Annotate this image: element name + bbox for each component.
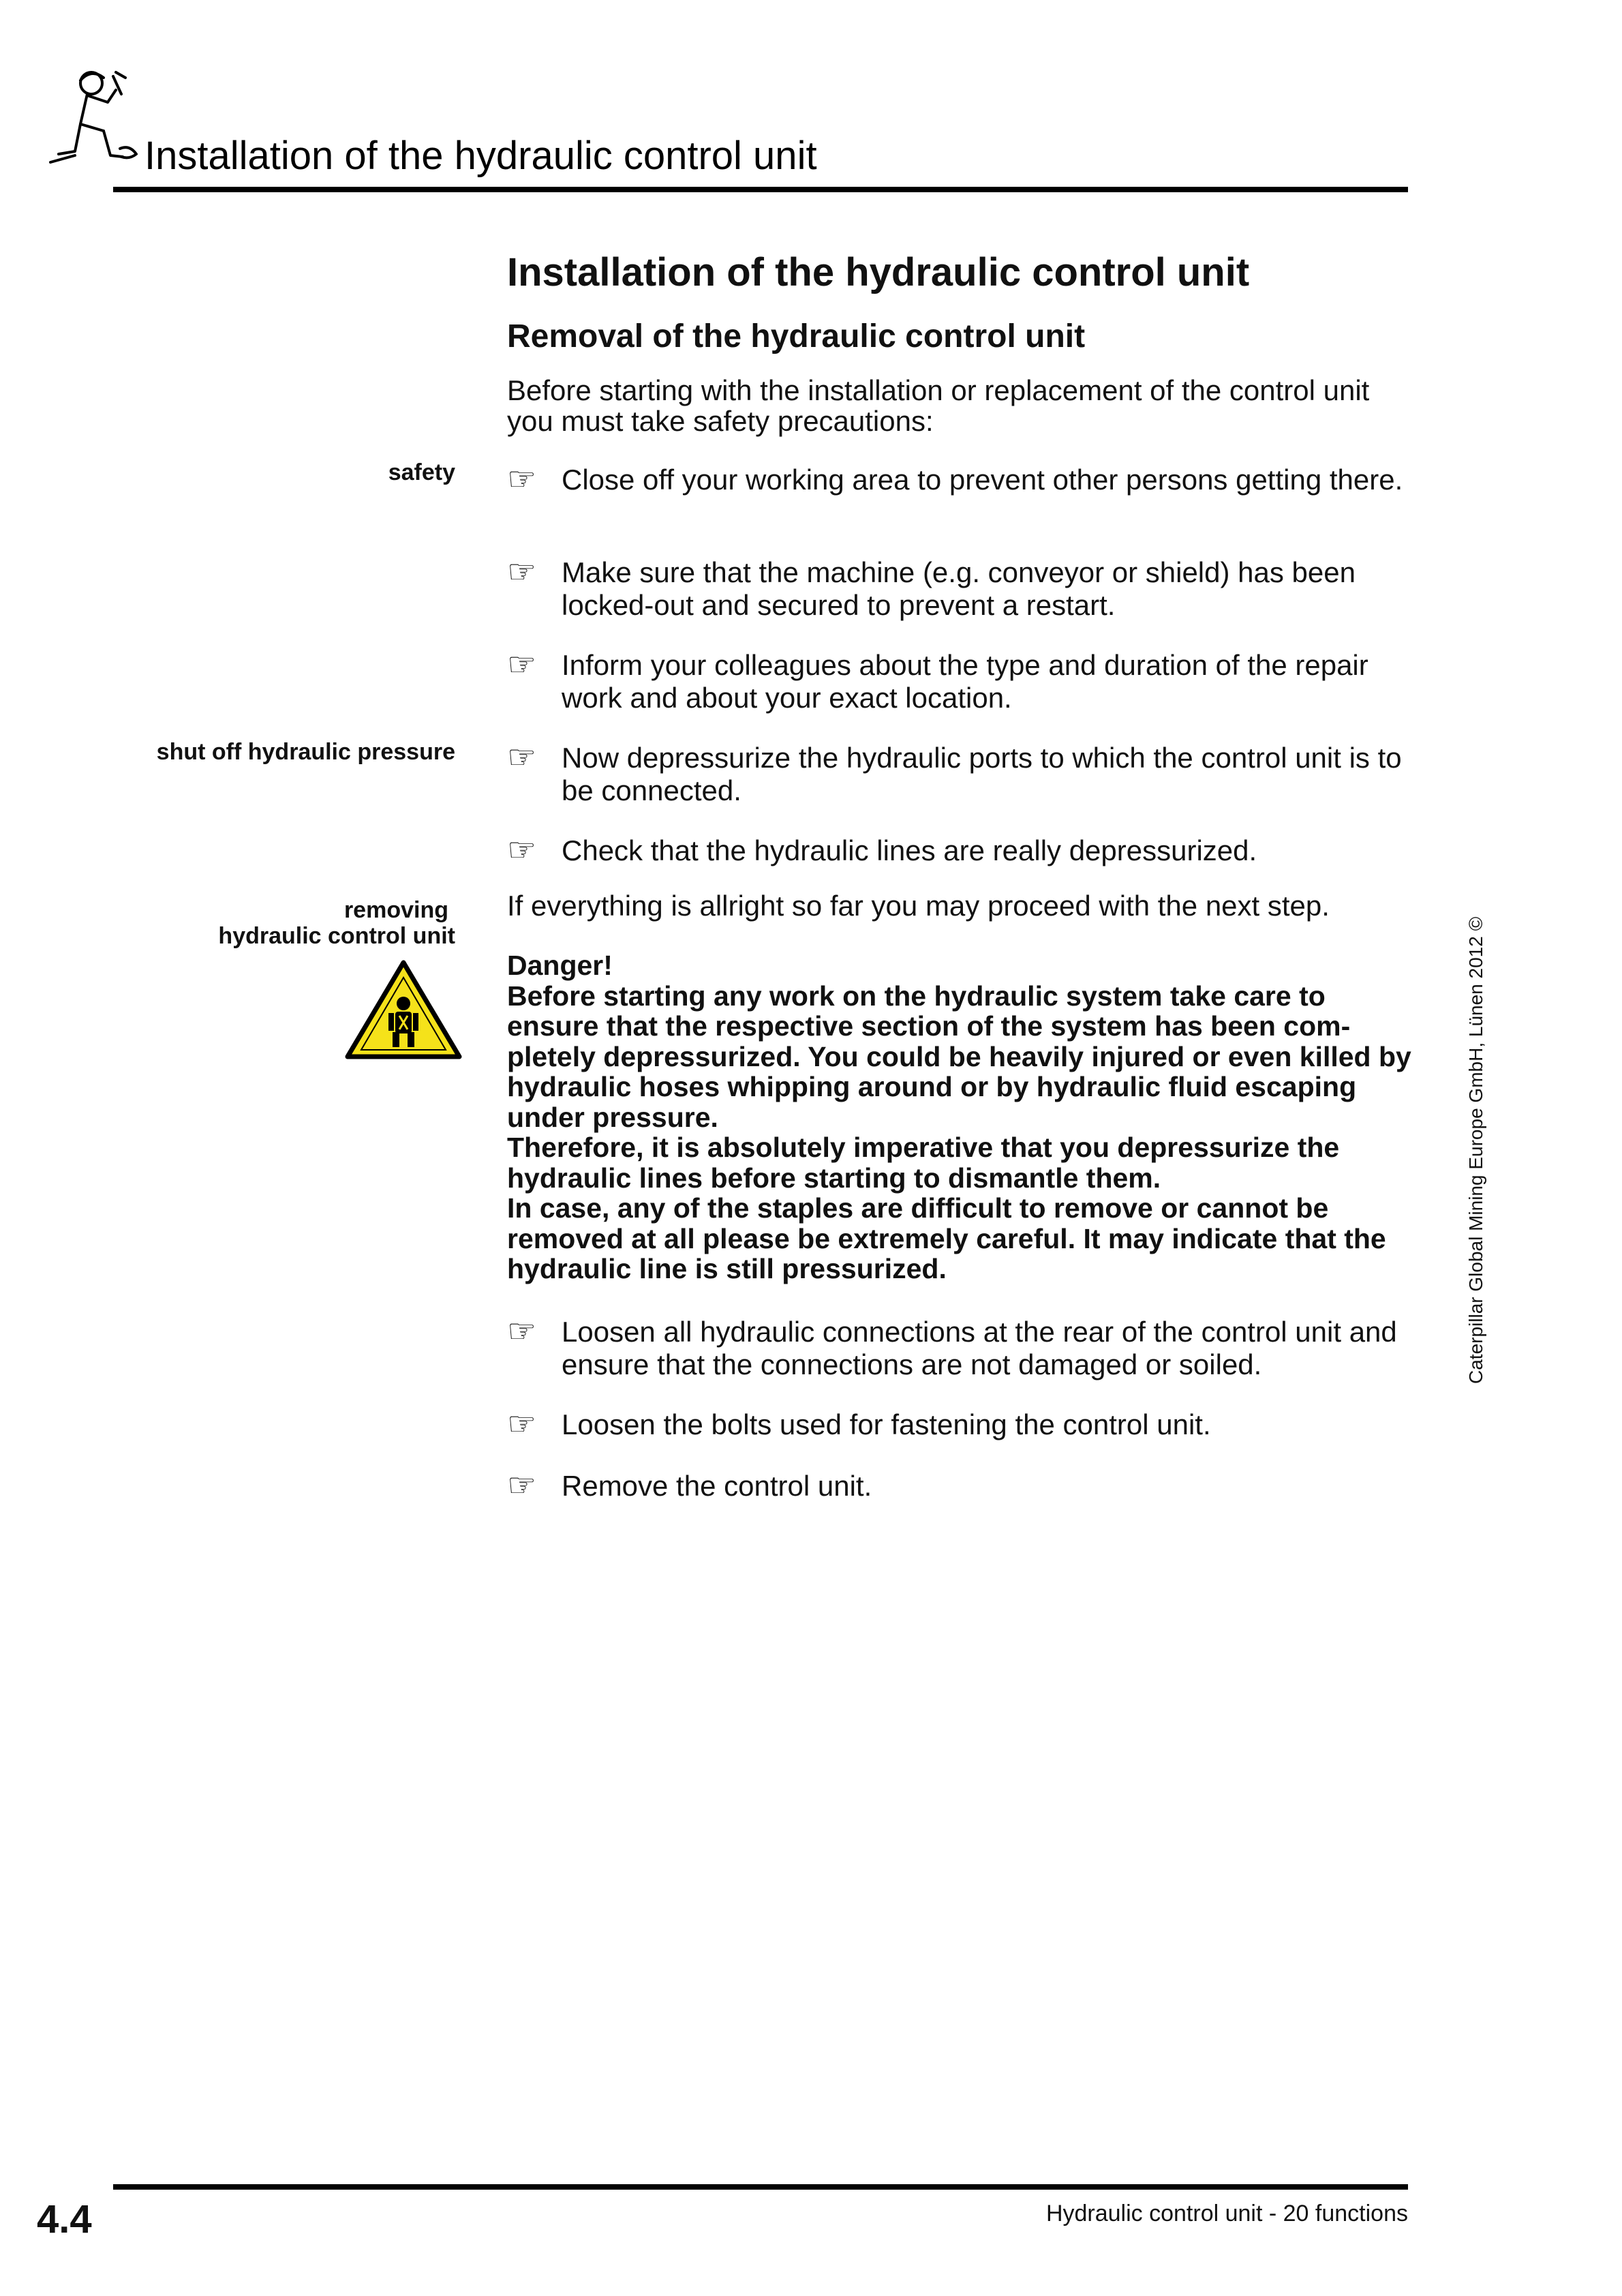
page-title: Installation of the hydraulic control unit: [507, 250, 1250, 294]
pointing-hand-icon: ☞: [507, 462, 537, 498]
list-item-text: Inform your colleagues about the type and duration of the repair work and about your exact location.: [562, 649, 1368, 714]
side-note-shut-off: shut off hydraulic pressure: [156, 739, 455, 765]
list-item: [507, 649, 1420, 714]
list-item-text: Remove the control unit.: [562, 1470, 872, 1502]
pointing-hand-icon: ☞: [507, 740, 537, 776]
danger-paragraph: Therefore, it is absolutely imperative that you depressurize the hydraulic lines before starting to dismantle them.: [507, 1132, 1340, 1194]
side-note-safety: safety: [388, 459, 455, 485]
list-item-text: Make sure that the machine (e.g. conveyor or shield) has been locked-out and secured to prevent a restart.: [562, 556, 1356, 621]
side-note-removing-line2: hydraulic control unit: [218, 923, 455, 949]
section-subtitle: Removal of the hydraulic control unit: [507, 318, 1086, 354]
list-item: [507, 556, 1420, 622]
list-item-text: Loosen the bolts used for fastening the control unit.: [562, 1408, 1211, 1440]
list-item-text: Check that the hydraulic lines are really depressurized.: [562, 834, 1257, 866]
pointing-hand-icon: ☞: [507, 832, 537, 868]
danger-paragraph: Before starting any work on the hydraulic system take care to ensure that the respective section of the system has been com-pletely depressurized. You could be heavily injured or even killed by hydraulic hoses whipping around or by hydraulic fluid escaping under pressure.: [507, 980, 1411, 1133]
pointing-hand-icon: ☞: [507, 1406, 537, 1442]
list-item: [507, 742, 1420, 807]
list-item: [507, 1470, 1420, 1502]
copyright-notice: Caterpillar Global Mining Europe GmbH, Lünen 2012 ©: [1465, 916, 1486, 1384]
list-item: [507, 834, 1420, 867]
pointing-hand-icon: ☞: [507, 1468, 537, 1504]
header-rule: [113, 187, 1408, 192]
list-item: [507, 464, 1420, 496]
list-item-text: Loosen all hydraulic connections at the rear of the control unit and ensure that the connections are not damaged or soiled.: [562, 1316, 1397, 1380]
pointing-hand-icon: ☞: [507, 1314, 537, 1350]
side-note-removing: [218, 897, 455, 949]
pointing-hand-icon: ☞: [507, 647, 537, 683]
danger-paragraph: In case, any of the staples are difficult to remove or cannot be removed at all please be extremely careful. It may indicate that the hydraulic line is still pressurized.: [507, 1192, 1386, 1284]
proceed-note: If everything is allright so far you may proceed with the next step.: [507, 890, 1330, 922]
list-item-text: Close off your working area to prevent other persons getting there.: [562, 464, 1403, 496]
list-item-text: Now depressurize the hydraulic ports to which the control unit is to be connected.: [562, 742, 1402, 806]
pointing-hand-icon: ☞: [507, 554, 537, 590]
list-item: [507, 1316, 1420, 1381]
header-title: Installation of the hydraulic control unit: [144, 134, 817, 178]
warning-triangle-icon: [343, 958, 463, 1061]
intro-paragraph: Before starting with the installation or replacement of the control unit you must take safety precautions:: [507, 374, 1370, 437]
side-note-removing-line1: removing: [343, 897, 448, 923]
page-number: 4.4: [37, 2197, 92, 2241]
footer-rule: [113, 2184, 1408, 2190]
danger-heading: Danger!: [507, 950, 613, 981]
worker-logo-icon: [45, 63, 147, 172]
footer-text: Hydraulic control unit - 20 functions: [1045, 2201, 1408, 2226]
danger-notice: [507, 950, 1420, 1284]
list-item: [507, 1408, 1420, 1441]
